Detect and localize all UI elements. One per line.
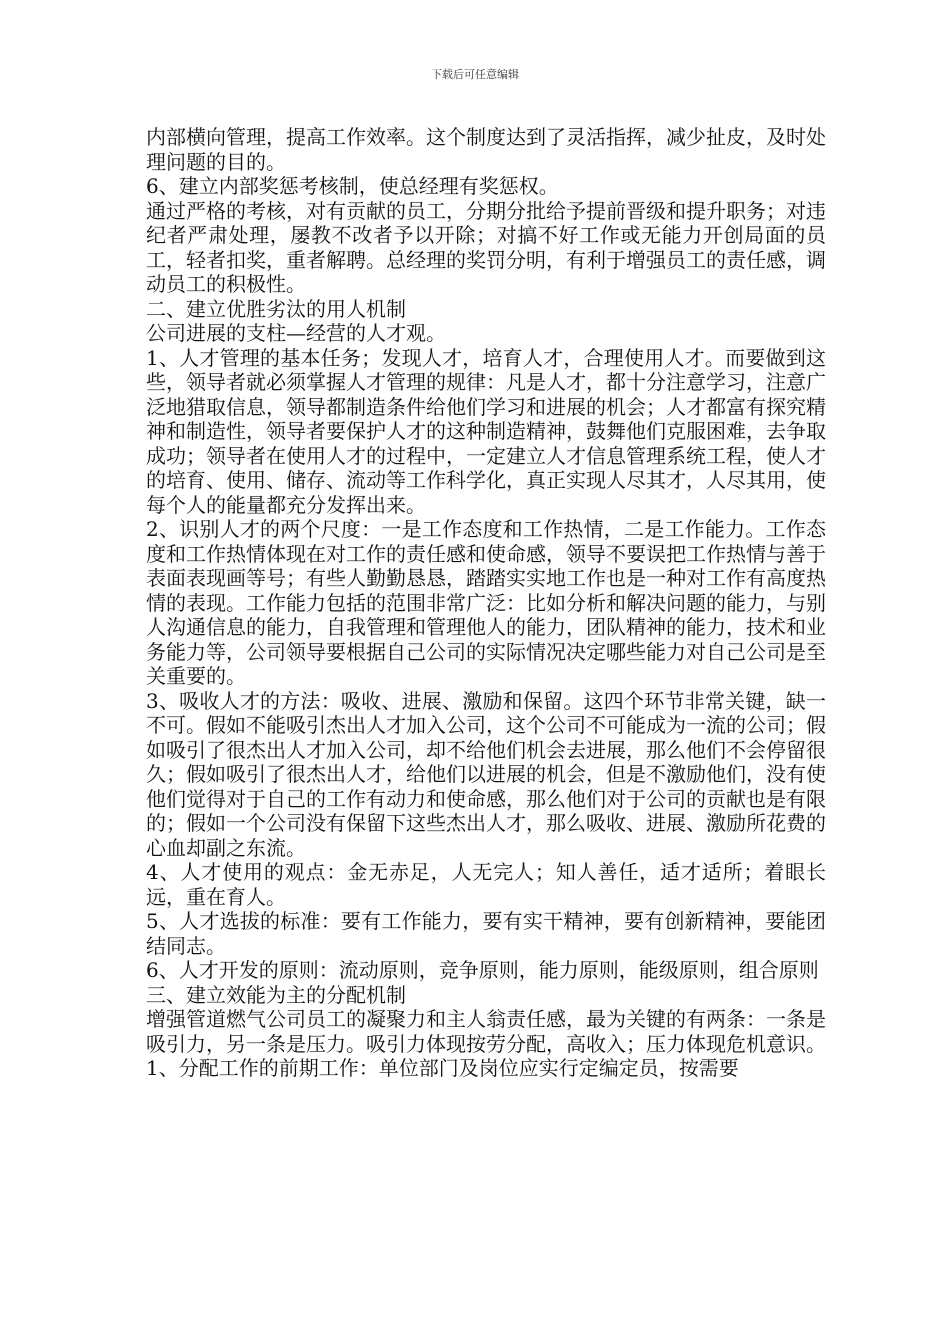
page-header: 下载后可任意编辑: [431, 68, 519, 81]
paragraph: 4、人才使用的观点：金无赤足，人无完人；知人善任，适才适所；着眼长远，重在育人。: [146, 860, 826, 909]
paragraph: 1、人才管理的基本任务；发现人才，培育人才，合理使用人才。而要做到这些，领导者就必须掌握人才管理的规律：凡是人才，都十分注意学习，注意广泛地猎取信息，领导都制造条件给他们学习和进展的机会；人才都富有探究精神和制造性，领导者要保护人才的这种制造精神，鼓舞他们克服困难，去争取成功；领导者在使用人才的过程中，一定建立人才信息管理系统工程，使人才的培育、使用、储存、流动等工作科学化，真正实现人尽其才，人尽其用，使每个人的能量都充分发挥出来。: [146, 345, 826, 517]
section-heading: 三、建立效能为主的分配机制: [146, 982, 406, 1007]
paragraph: 3、吸收人才的方法：吸收、进展、激励和保留。这四个环节非常关键，缺一不可。假如不能吸引杰出人才加入公司，这个公司不可能成为一流的公司；假如吸引了很杰出人才加入公司，却不给他们机会去进展，那么他们不会停留很久；假如吸引了很杰出人才，给他们以进展的机会，但是不激励他们，没有使他们觉得对于自己的工作有动力和使命感，那么他们对于公司的贡献也是有限的；假如一个公司没有保留下这些杰出人才，那么吸收、进展、激励所花费的心血却副之东流。: [146, 688, 826, 860]
paragraph: 公司进展的支柱—经营的人才观。: [146, 321, 446, 345]
document-body: [146, 125, 826, 1081]
paragraph: 增强管道燃气公司员工的凝聚力和主人翁责任感，最为关键的有两条：一条是吸引力，另一条是压力。吸引力体现按劳分配，高收入；压力体现危机意识。: [146, 1007, 826, 1056]
paragraph: 6、建立内部奖惩考核制，使总经理有奖惩权。: [146, 174, 559, 198]
paragraph: 通过严格的考核，对有贡献的员工，分期分批给予提前晋级和提升职务；对违纪者严肃处理，屡教不改者予以开除；对搞不好工作或无能力开创局面的员工，轻者扣奖，重者解聘。总经理的奖罚分明，有利于增强员工的责任感，调动员工的积极性。: [146, 198, 826, 296]
section-heading: 二、建立优胜劣汰的用人机制: [146, 296, 406, 321]
paragraph: 6、人才开发的原则：流动原则，竞争原则，能力原则，能级原则，组合原则: [146, 958, 819, 982]
paragraph: 内部横向管理，提高工作效率。这个制度达到了灵活指挥，减少扯皮，及时处理问题的目的。: [146, 125, 826, 174]
paragraph: 5、人才选拔的标准：要有工作能力，要有实干精神，要有创新精神，要能团结同志。: [146, 909, 826, 958]
paragraph: 2、识别人才的两个尺度：一是工作态度和工作热情，二是工作能力。工作态度和工作热情体现在对工作的责任感和使命感，领导不要误把工作热情与善于表面表现画等号；有些人勤勤恳恳，踏踏实实地工作也是一种对工作有高度热情的表现。工作能力包括的范围非常广泛：比如分析和解决问题的能力，与别人沟通信息的能力，自我管理和管理他人的能力，团队精神的能力，技术和业务能力等，公司领导要根据自己公司的实际情况决定哪些能力对自己公司是至关重要的。: [146, 517, 826, 688]
paragraph: 1、分配工作的前期工作：单位部门及岗位应实行定编定员，按需要: [146, 1056, 739, 1080]
